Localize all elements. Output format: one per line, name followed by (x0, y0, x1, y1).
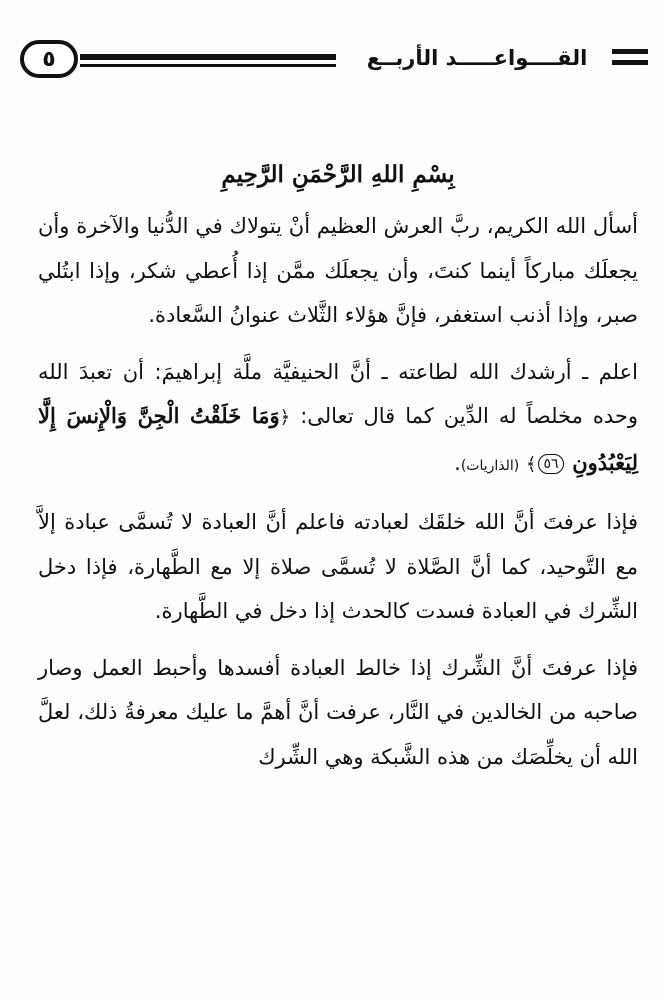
header-ornament-icon (612, 49, 648, 65)
paragraph-3: فإذا عرفتَ أنَّ الله خلقَك لعبادته فاعلم أنَّ العبادة لا تُسمَّى عبادة إلاَّ مع التَّوحيد، كما أنَّ الصَّلاة لا تُسمَّى صلاة إلا مع الطَّهارة، فإذا دخل الشِّرك في العبادة فسدت كالحدث إذا دخل في الطَّهارة. (38, 510, 638, 623)
page-number-badge (20, 40, 78, 78)
quran-verse: وَمَا خَلَقْتُ الْجِنَّ وَالْإِنسَ إِلَّا لِيَعْبُدُونِ (38, 403, 638, 475)
paragraph-2-text: اعلم ـ أرشدك الله لطاعته ـ أنَّ الحنيفيَّة ملَّة إبراهيمَ: أن تعبدَ الله وحده مخلصاً له الدِّين كما قال تعالى: (38, 359, 638, 428)
running-title: القــــواعـــــد الأربــع (366, 46, 588, 70)
page-number: ٥ (42, 46, 56, 72)
header-rule-thin (80, 64, 336, 67)
page-header (18, 38, 648, 86)
quran-open-bracket-icon: ﴿ (279, 407, 291, 428)
basmala-heading: بِسْمِ اللهِ الرَّحْمَنِ الرَّحِيمِ (221, 161, 455, 188)
paragraph-4: فإذا عرفتَ أنَّ الشِّرك إذا خالط العبادة أفسدها وأحبط العمل وصار صاحبه من الخالدين في النَّار، عرفت أنَّ أهمَّ ما عليك معرفةُ ذلك، لعلَّ الله أن يخلِّصَك من هذه الشَّبكة وهي الشِّرك (38, 655, 638, 769)
surah-reference: (الذاريات) (460, 457, 520, 474)
paragraph-2-end: . (454, 450, 461, 475)
page-body (38, 150, 638, 791)
paragraph-2 (38, 350, 638, 489)
ayah-number: ٥٦ (538, 454, 563, 474)
header-rule-thick (80, 54, 336, 60)
paragraph-1: أسأل الله الكريم، ربَّ العرش العظيم أنْ يتولاك في الدُّنيا والآخرة وأن يجعلَك مباركاً أينما كنتَ، وأن يجعلَك ممَّن إذا أُعطي شكر، وإذا ابتُلي صبر، وإذا أذنب استغفر، فإنَّ هؤلاء الثَّلاث عنوانُ السَّعادة. (38, 214, 638, 327)
quran-close-bracket-icon: ﴾ (525, 453, 537, 475)
